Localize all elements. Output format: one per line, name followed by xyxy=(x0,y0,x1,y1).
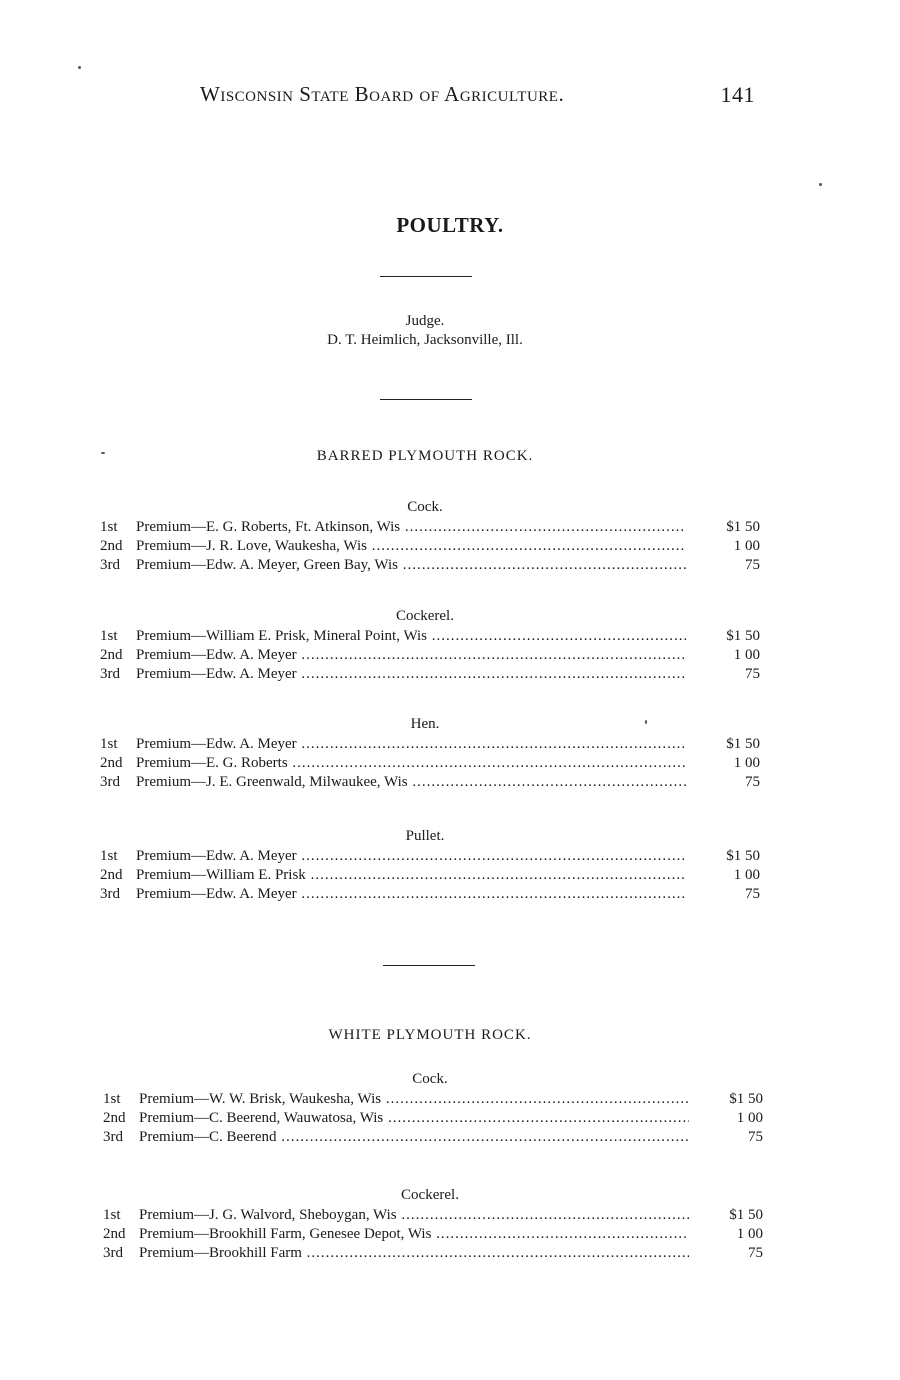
entry-place: 2nd xyxy=(100,867,123,883)
entry-place: 1st xyxy=(100,519,118,535)
class-heading: Cockerel. xyxy=(401,1187,459,1203)
entry-text: Premium—Edw. A. Meyer ..... xyxy=(136,646,686,665)
entry-text: Premium—Edw. A. Meyer ..... xyxy=(136,847,686,866)
entry-text: Premium—Edw. A. Meyer ..... xyxy=(136,885,686,904)
entry-text: Premium—W. W. Brisk, Waukesha, Wis ..... xyxy=(139,1090,689,1109)
entry-amount: 1 00 xyxy=(733,538,760,554)
entry-text: Premium—J. E. Greenwald, Milwaukee, Wis ..... xyxy=(136,773,686,792)
entry-amount: $1 50 xyxy=(726,519,760,535)
entry-amount: 75 xyxy=(745,886,760,902)
entry-text: Premium—Edw. A. Meyer ..... xyxy=(136,735,686,754)
list-item xyxy=(100,754,760,773)
class-heading: Cock. xyxy=(412,1071,448,1087)
entry-text: Premium—William E. Prisk ..... xyxy=(136,866,686,885)
list-item xyxy=(100,847,760,866)
entry-text: Premium—E. G. Roberts, Ft. Atkinson, Wis ..... xyxy=(136,518,686,537)
entry-text: Premium—William E. Prisk, Mineral Point, Wis ..... xyxy=(136,627,686,646)
page-number: 141 xyxy=(720,82,755,107)
entry-text: Premium—J. R. Love, Waukesha, Wis ..... xyxy=(136,537,686,556)
list-item xyxy=(100,773,760,792)
entry-text: Premium—C. Beerend, Wauwatosa, Wis ..... xyxy=(139,1109,689,1128)
section-title: POULTRY. xyxy=(396,213,504,237)
entry-text: Premium—E. G. Roberts ..... xyxy=(136,754,686,773)
entry-place: 1st xyxy=(103,1207,121,1223)
entry-place: 1st xyxy=(103,1091,121,1107)
entry-text: Premium—Edw. A. Meyer ..... xyxy=(136,665,686,684)
entry-text: Premium—C. Beerend ..... xyxy=(139,1128,689,1147)
entry-place: 3rd xyxy=(100,666,120,682)
divider-rule xyxy=(380,276,472,277)
entry-place: 2nd xyxy=(103,1110,126,1126)
entry-text: Premium—Brookhill Farm ..... xyxy=(139,1244,689,1263)
list-item xyxy=(103,1225,763,1244)
list-item xyxy=(100,885,760,904)
list-item xyxy=(100,627,760,646)
breed-heading: BARRED PLYMOUTH ROCK. xyxy=(316,448,534,464)
entry-place: 3rd xyxy=(103,1245,123,1261)
list-item xyxy=(100,665,760,684)
entry-place: 2nd xyxy=(100,647,123,663)
entry-place: 1st xyxy=(100,848,118,864)
class-heading: Pullet. xyxy=(405,828,445,844)
entry-amount: $1 50 xyxy=(729,1207,763,1223)
entry-amount: $1 50 xyxy=(729,1091,763,1107)
breed-heading: WHITE PLYMOUTH ROCK. xyxy=(328,1027,532,1043)
scan-speck xyxy=(645,720,647,724)
entry-amount: 1 00 xyxy=(736,1110,763,1126)
entry-amount: 75 xyxy=(748,1245,763,1261)
entry-amount: $1 50 xyxy=(726,736,760,752)
entry-amount: 75 xyxy=(745,774,760,790)
entry-place: 1st xyxy=(100,628,118,644)
scan-speck xyxy=(101,452,105,454)
entry-amount: $1 50 xyxy=(726,628,760,644)
scan-speck xyxy=(78,66,81,69)
list-item xyxy=(100,537,760,556)
entry-amount: 1 00 xyxy=(733,867,760,883)
judge-name: D. T. Heimlich, Jacksonville, Ill. xyxy=(327,332,523,348)
divider-rule xyxy=(383,965,475,966)
entry-place: 3rd xyxy=(100,886,120,902)
running-title: Wisconsin State Board of Agriculture. xyxy=(200,82,565,106)
entry-text: Premium—J. G. Walvord, Sheboygan, Wis ..... xyxy=(139,1206,689,1225)
class-heading: Cock. xyxy=(407,499,443,515)
entry-amount: 1 00 xyxy=(733,647,760,663)
class-heading: Cockerel. xyxy=(396,608,454,624)
entry-place: 3rd xyxy=(103,1129,123,1145)
entry-place: 3rd xyxy=(100,774,120,790)
entry-place: 1st xyxy=(100,736,118,752)
entry-amount: 75 xyxy=(745,666,760,682)
divider-rule xyxy=(380,399,472,400)
entry-place: 2nd xyxy=(100,538,123,554)
entry-amount: 75 xyxy=(745,557,760,573)
list-item xyxy=(103,1109,763,1128)
entry-text: Premium—Brookhill Farm, Genesee Depot, Wis ..... xyxy=(139,1225,689,1244)
entry-text: Premium—Edw. A. Meyer, Green Bay, Wis ..... xyxy=(136,556,686,575)
list-item xyxy=(100,735,760,754)
list-item xyxy=(103,1206,763,1225)
list-item xyxy=(100,556,760,575)
list-item xyxy=(100,866,760,885)
list-item xyxy=(100,646,760,665)
entry-amount: 75 xyxy=(748,1129,763,1145)
judge-label: Judge. xyxy=(405,313,445,329)
scan-speck xyxy=(819,183,822,186)
entry-place: 3rd xyxy=(100,557,120,573)
list-item xyxy=(103,1128,763,1147)
entry-place: 2nd xyxy=(103,1226,126,1242)
entry-amount: 1 00 xyxy=(733,755,760,771)
list-item xyxy=(100,518,760,537)
class-heading: Hen. xyxy=(410,716,440,732)
entry-amount: $1 50 xyxy=(726,848,760,864)
entry-amount: 1 00 xyxy=(736,1226,763,1242)
entry-place: 2nd xyxy=(100,755,123,771)
list-item xyxy=(103,1244,763,1263)
list-item xyxy=(103,1090,763,1109)
